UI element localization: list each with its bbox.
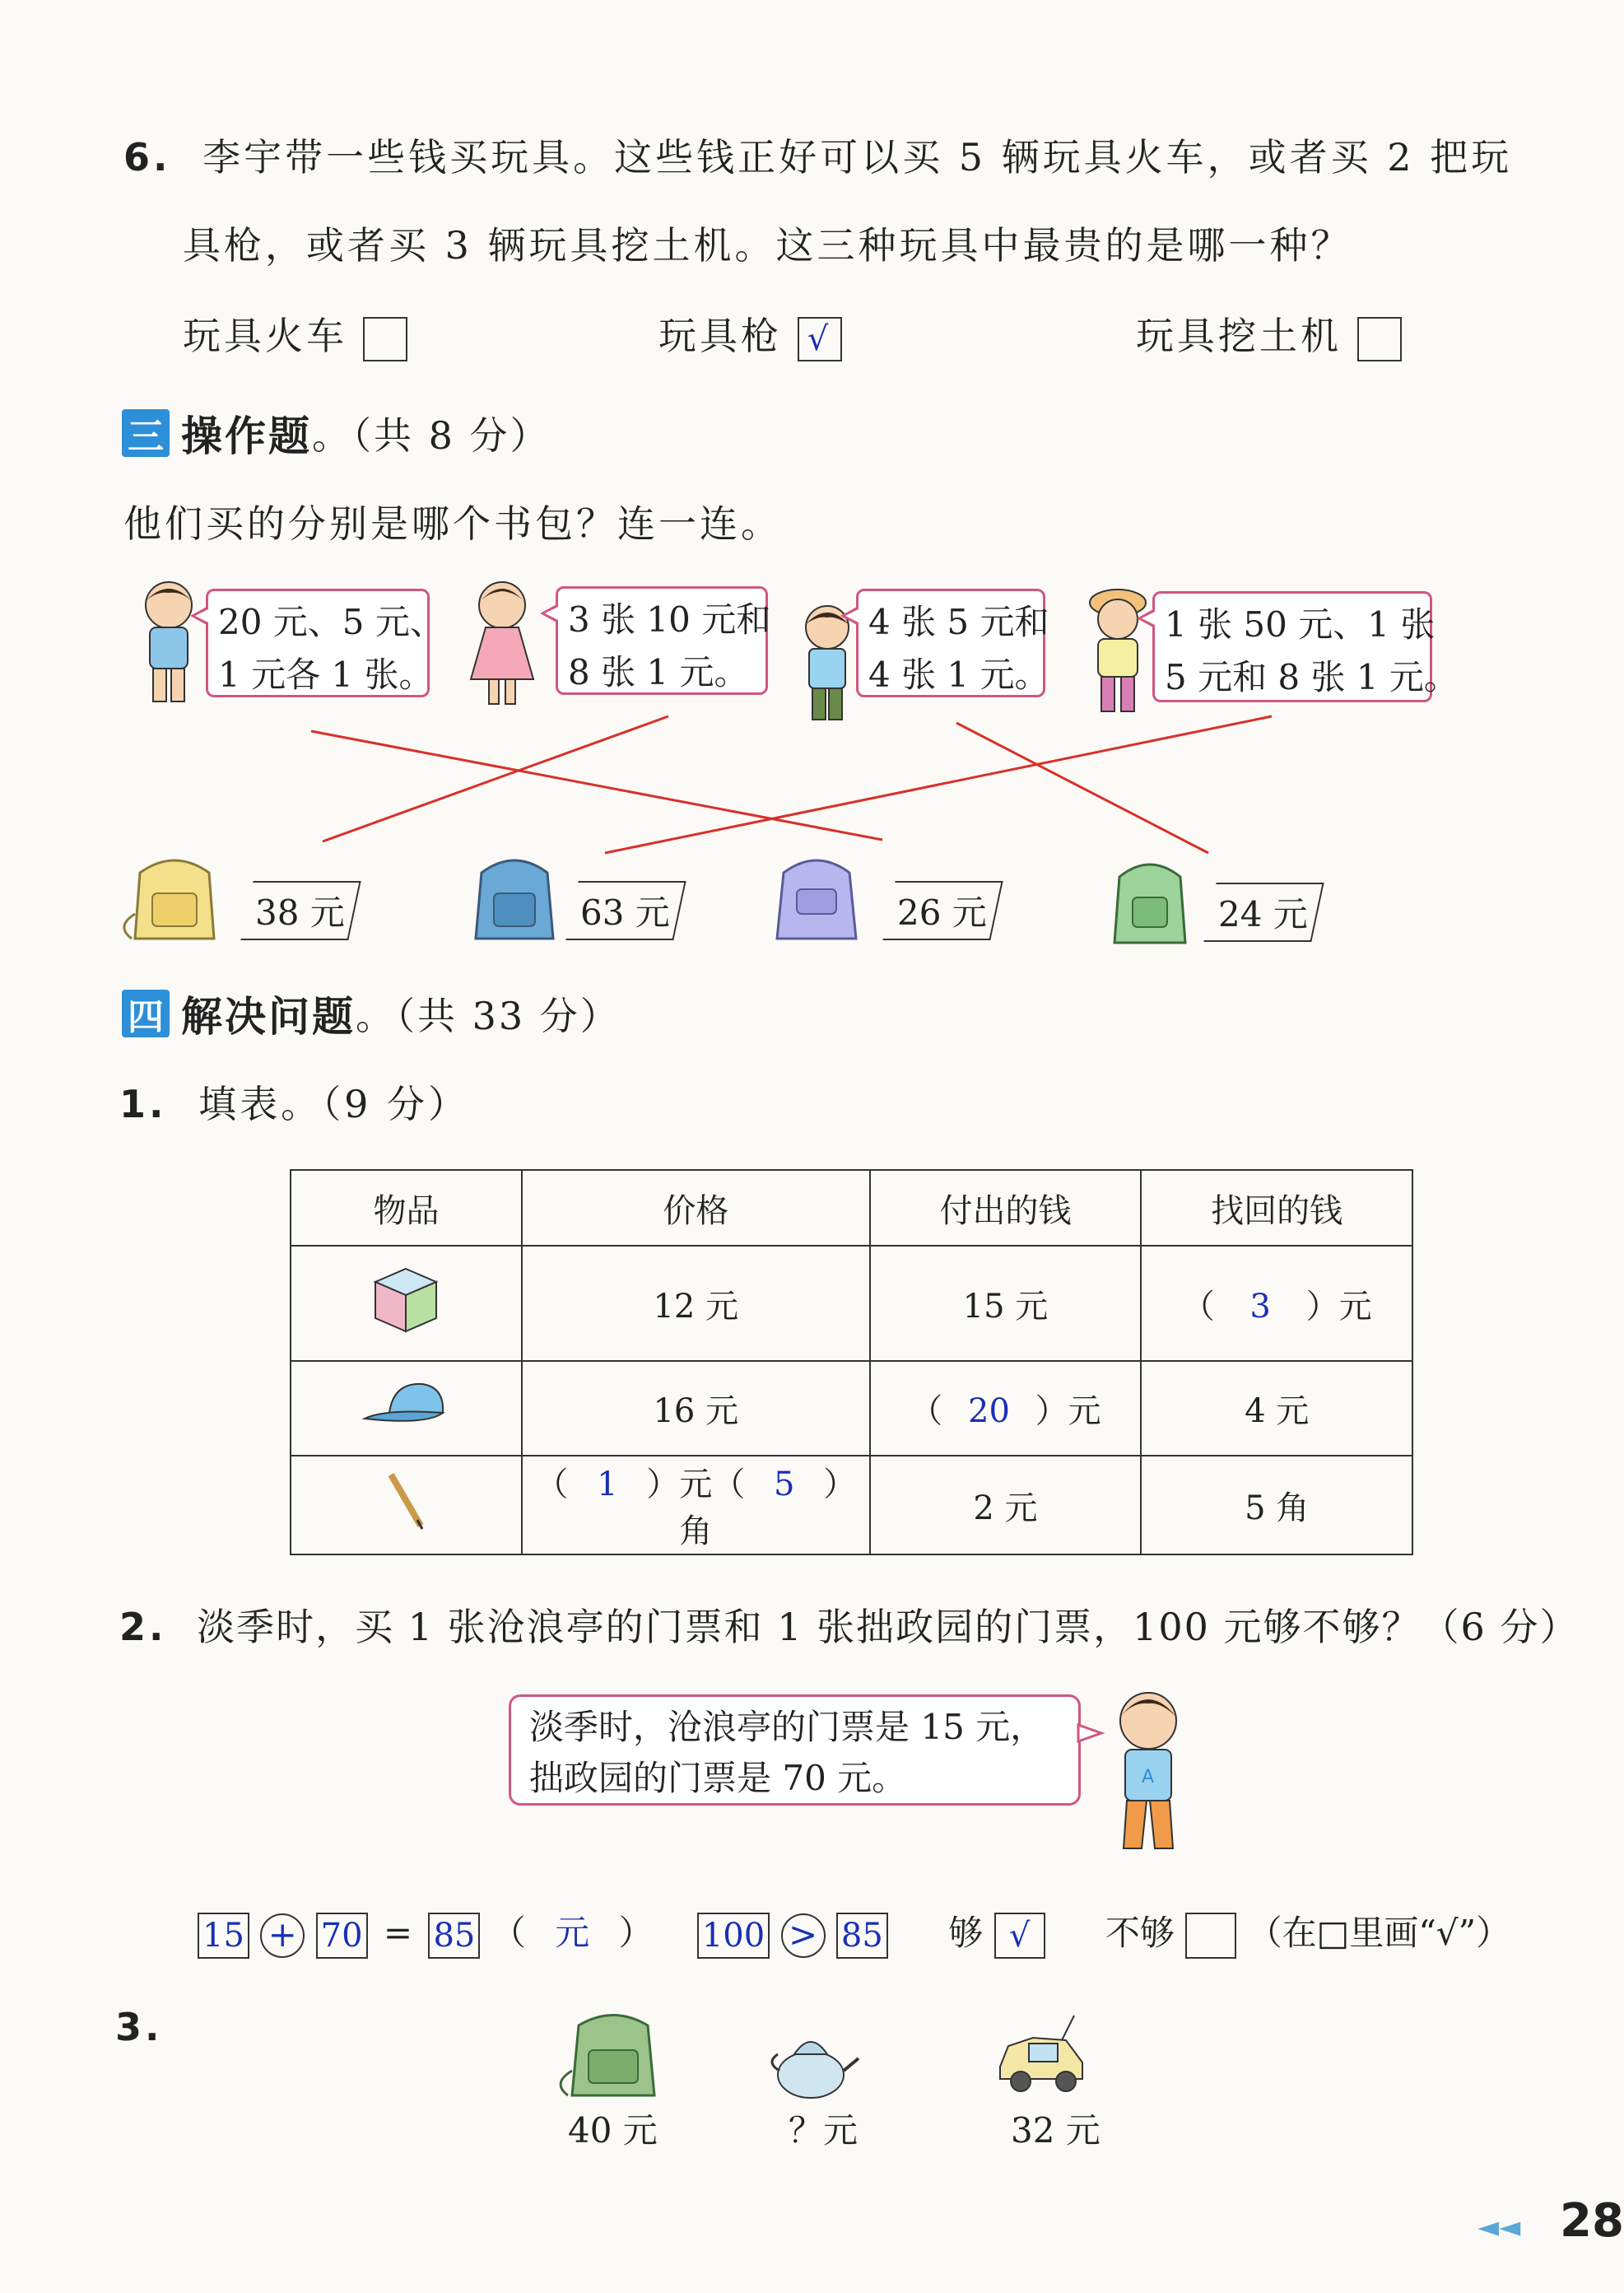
change-cell: 5 角: [1141, 1456, 1412, 1554]
hint-text: （在□里画“√”）: [1247, 1913, 1511, 1953]
option-excavator: [1136, 306, 1402, 361]
question-text: 李宇带一些钱买玩具。这些钱正好可以买 5 辆玩具火车，或者买 2 把玩: [202, 135, 1513, 179]
bubble-line: 20 元、5 元、: [218, 602, 444, 642]
table-header: 找回的钱: [1141, 1170, 1412, 1246]
pencil-icon: [381, 1468, 430, 1534]
bubble-line: 5 元和 8 张 1 元。: [1165, 657, 1459, 697]
answer-box[interactable]: 15: [198, 1913, 249, 1959]
price-tag: [240, 881, 361, 940]
connect-line[interactable]: [323, 716, 668, 841]
answer-box[interactable]: 85: [428, 1913, 480, 1959]
answer-box[interactable]: [1357, 317, 1402, 361]
equation-row: [198, 1906, 1510, 1959]
speech-bubble: [206, 589, 444, 697]
section-badge: 四: [122, 990, 170, 1037]
price-label: 24 元: [1218, 894, 1308, 934]
option-label: 玩具挖土机: [1136, 314, 1342, 358]
table-header: 价格: [522, 1170, 870, 1246]
option-train: [183, 306, 407, 361]
section-4-heading: [122, 984, 621, 1043]
paren: （: [1181, 1287, 1215, 1326]
price-cell[interactable]: [522, 1456, 870, 1554]
option-label: 玩具火车: [183, 314, 347, 358]
answer: 5: [774, 1466, 795, 1503]
section-3-heading: [122, 403, 551, 463]
table-row: [291, 1246, 1412, 1361]
bubble-line: 淡季时，沧浪亭的门票是 15 元，: [529, 1707, 1045, 1747]
problem-text: 填表。（9 分）: [198, 1082, 469, 1126]
answer-box[interactable]: √: [798, 317, 842, 361]
problem-number: 1.: [119, 1082, 167, 1126]
problem-number: 3.: [115, 2005, 163, 2049]
table-row: [291, 1361, 1412, 1456]
bubble-line: 4 张 1 元。: [868, 655, 1049, 695]
boy-figure: [132, 576, 206, 712]
item-cell: [291, 1361, 522, 1456]
backpack-icon: [547, 2005, 679, 2104]
page-number: 28: [1560, 2194, 1624, 2248]
bubble-line: 1 元各 1 张。: [218, 655, 434, 695]
answer-box[interactable]: 70: [316, 1913, 368, 1959]
price-label: 63 元: [580, 892, 670, 933]
section-badge: 三: [122, 409, 170, 457]
girl-figure: [461, 576, 543, 712]
paid-cell: 2 元: [870, 1456, 1142, 1554]
paren: ）元（: [646, 1466, 746, 1503]
svg-text:A: A: [1142, 1767, 1155, 1787]
paren: （: [910, 1392, 943, 1430]
connect-line[interactable]: [311, 731, 882, 840]
answer-box[interactable]: 85: [836, 1913, 888, 1959]
answer-box[interactable]: 100: [697, 1913, 770, 1959]
connect-line[interactable]: [956, 723, 1208, 853]
item-cell: [291, 1246, 522, 1361]
problem-number: 2.: [119, 1605, 167, 1649]
paren: ）元: [1305, 1287, 1372, 1326]
section-subtitle: 。（共 8 分）: [312, 413, 551, 458]
paid-cell: 15 元: [870, 1246, 1142, 1361]
option-not-enough: 不够: [1105, 1913, 1175, 1953]
bubble-line: 拙政园的门票是 70 元。: [529, 1758, 907, 1798]
page-arrows: ◄◄: [1477, 2211, 1521, 2244]
backpack-icon: [461, 848, 568, 947]
unit-answer: 元: [555, 1913, 590, 1953]
toy-car-icon: [992, 2009, 1091, 2100]
section-title: 解决问题: [181, 993, 356, 1041]
question-text-line2: 具枪，或者买 3 辆玩具挖土机。这三种玩具中最贵的是哪一种？: [183, 223, 1352, 268]
kettle-icon: [761, 2013, 860, 2104]
speech-bubble: [509, 1694, 1081, 1806]
section-subtitle: 。（共 33 分）: [356, 994, 621, 1038]
speech-bubble: [556, 586, 771, 695]
cube-icon: [369, 1262, 443, 1336]
answer-box[interactable]: [363, 317, 407, 361]
price-label: 32 元: [1011, 2110, 1101, 2151]
table-header: 物品: [291, 1170, 522, 1246]
section-title: 操作题: [181, 412, 312, 460]
price-label: ？元: [789, 2110, 859, 2151]
option-gun: [658, 306, 842, 361]
table-row: [291, 1456, 1412, 1554]
paren: ）元: [1035, 1392, 1101, 1430]
paren: （: [491, 1913, 526, 1953]
cap-icon: [361, 1376, 451, 1433]
item-cell: [291, 1456, 522, 1554]
change-cell[interactable]: [1141, 1246, 1412, 1361]
option-label: 玩具枪: [658, 314, 782, 358]
girl-figure: [1078, 585, 1156, 720]
question-number: 6.: [123, 135, 171, 179]
price-label: 38 元: [255, 892, 345, 933]
option-enough: 够: [948, 1913, 984, 1953]
backpack-icon: [1103, 852, 1198, 947]
answer: 1: [597, 1466, 618, 1503]
bubble-line: 3 张 10 元和: [568, 599, 771, 640]
paren: （: [535, 1466, 569, 1503]
paid-cell[interactable]: [870, 1361, 1142, 1456]
speech-bubble: [856, 589, 1049, 697]
paren: ）: [618, 1913, 654, 1953]
price-cell: 16 元: [522, 1361, 870, 1456]
compare-circle[interactable]: >: [781, 1913, 826, 1958]
connect-line[interactable]: [605, 716, 1272, 853]
equals-sign: =: [383, 1913, 413, 1953]
backpack-icon: [765, 848, 868, 947]
price-label: 26 元: [897, 892, 987, 933]
problem-text: 淡季时，买 1 张沧浪亭的门票和 1 张拙政园的门票，100 元够不够？（6 分）: [197, 1605, 1580, 1649]
change-cell: 4 元: [1141, 1361, 1412, 1456]
instruction: 他们买的分别是哪个书包？连一连。: [123, 501, 782, 546]
price-cell: 12 元: [522, 1246, 870, 1361]
paren: ）角: [679, 1466, 857, 1550]
answer: 3: [1249, 1287, 1271, 1326]
speech-bubble: [1152, 591, 1459, 702]
answer: 20: [968, 1392, 1010, 1430]
table-header: 付出的钱: [870, 1170, 1142, 1246]
price-label: 40 元: [568, 2110, 658, 2151]
operator-circle[interactable]: +: [260, 1913, 305, 1958]
boy-figure: [1099, 1684, 1198, 1861]
bubble-line: 1 张 50 元、1 张: [1165, 604, 1436, 645]
backpack-icon: [115, 848, 235, 947]
price-table: [290, 1169, 1413, 1555]
answer-box[interactable]: [1185, 1913, 1236, 1959]
price-tag: [565, 881, 686, 940]
bubble-line: 8 张 1 元。: [568, 652, 749, 692]
answer-box[interactable]: √: [994, 1913, 1045, 1959]
price-tag: [1203, 883, 1324, 942]
bubble-line: 4 张 5 元和: [868, 602, 1049, 642]
price-tag: [882, 881, 1003, 940]
